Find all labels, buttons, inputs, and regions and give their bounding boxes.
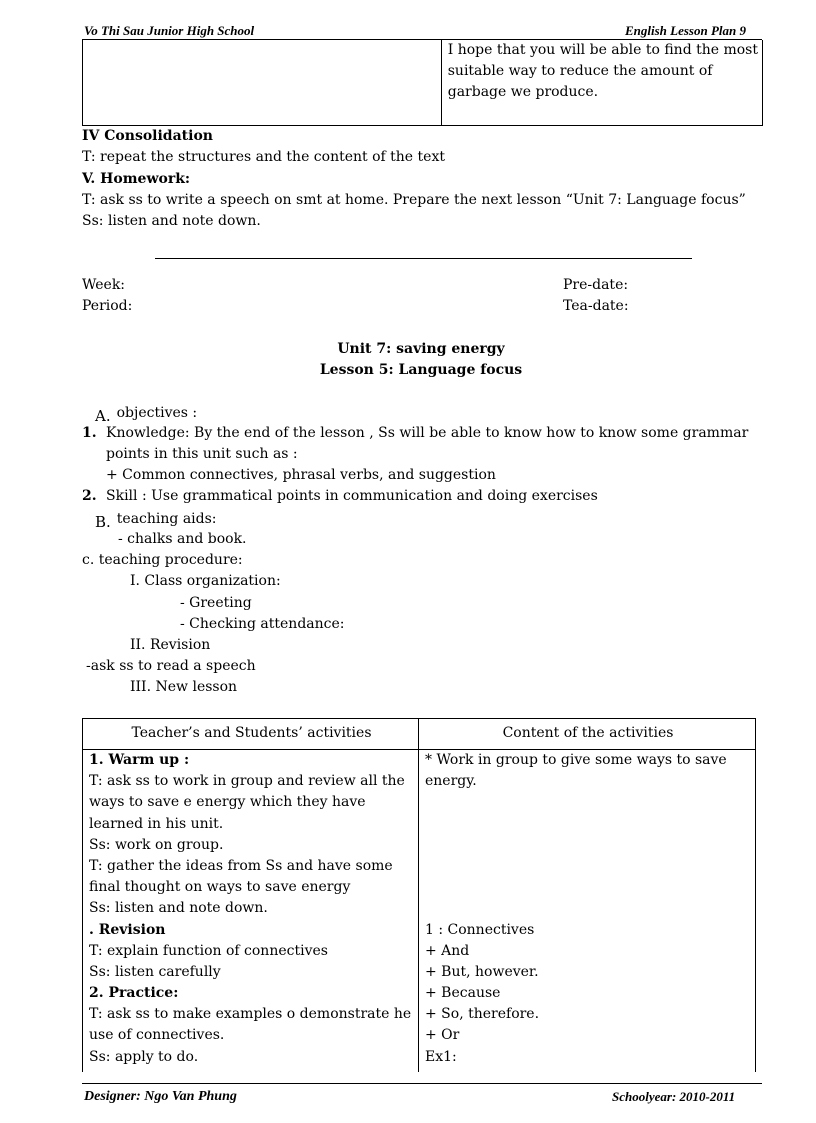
greeting-item: - Greeting — [180, 595, 252, 611]
new-lesson-heading: III. New lesson — [130, 679, 238, 695]
knowledge-text: Knowledge: By the end of the lesson , Ss will be able to know how to know some grammar — [106, 425, 749, 441]
content-line: + But, however. — [425, 963, 539, 980]
knowledge-detail: + Common connectives, phrasal verbs, and suggestion — [106, 467, 496, 483]
lesson-title: Lesson 5: Language focus — [319, 362, 523, 378]
activity-line: learned in his unit. — [89, 815, 224, 832]
top-table-line: garbage we produce. — [447, 84, 599, 101]
teaching-aids-item: - chalks and book. — [118, 531, 247, 547]
activity-line: final thought on ways to save energy — [89, 879, 351, 896]
revision-heading: II. Revision — [130, 637, 211, 653]
class-organization: I. Class organization: — [130, 573, 281, 589]
skill-text: Skill : Use grammatical points in communication and doing exercises — [106, 488, 598, 504]
top-table-right-cell — [441, 40, 762, 126]
knowledge-line — [82, 423, 748, 444]
activity-line: T: ask ss to work in group and review all the — [89, 773, 405, 790]
header-school: Vo Thi Sau Junior High School — [84, 23, 255, 38]
skill-line — [82, 486, 598, 507]
teaching-aids-heading — [95, 508, 217, 530]
header-plan: English Lesson Plan 9 — [625, 23, 747, 38]
footer-rule — [82, 1083, 762, 1084]
content-line: + Because — [425, 985, 501, 1002]
period-label: Period: — [82, 298, 133, 314]
content-line — [425, 877, 751, 898]
activity-line: use of connectives. — [89, 1027, 225, 1044]
week-label: Week: — [82, 277, 126, 293]
revision-item: -ask ss to read a speech — [86, 658, 256, 674]
homework-teacher-line: T: ask ss to write a speech on smt at home. Prepare the next lesson “Unit 7: Language focus” — [82, 192, 746, 208]
objectives-heading — [95, 402, 197, 424]
procedure-heading: c. teaching procedure: — [82, 552, 243, 568]
content-line — [425, 792, 751, 813]
tea-date-label: Tea-date: — [563, 298, 629, 314]
content-line — [425, 814, 751, 835]
knowledge-number: 1. — [82, 425, 97, 441]
pre-date-label: Pre-date: — [563, 277, 629, 293]
teaching-aids-label: teaching aids: — [116, 511, 217, 527]
skill-number: 2. — [82, 488, 97, 504]
consolidation-text: T: repeat the structures and the content of the text — [82, 149, 445, 165]
content-line — [425, 856, 751, 877]
unit-title: Unit 7: saving energy — [337, 341, 505, 357]
objectives-label: objectives : — [116, 405, 198, 421]
content-line: energy. — [425, 773, 477, 790]
content-line: + Or — [425, 1027, 460, 1044]
activity-line: 2. Practice: — [89, 985, 179, 1002]
activity-line: Ss: work on group. — [89, 836, 224, 853]
content-line: + And — [425, 942, 470, 959]
activities-col1-header: Teacher’s and Students’ activities — [83, 719, 419, 750]
activities-right-cell — [419, 750, 756, 1073]
activity-line: T: gather the ideas from Ss and have some — [89, 857, 393, 874]
content-line — [425, 835, 751, 856]
activity-line: T: explain function of connectives — [89, 942, 328, 959]
activity-line: ways to save e energy which they have — [89, 794, 366, 811]
homework-student-line: Ss: listen and note down. — [82, 213, 261, 229]
content-line: 1 : Connectives — [425, 921, 535, 938]
homework-title: V. Homework: — [82, 171, 191, 187]
content-line: + So, therefore. — [425, 1006, 540, 1023]
activities-table — [82, 718, 756, 1072]
content-line — [425, 898, 751, 919]
activity-line: Ss: listen and note down. — [89, 900, 268, 917]
knowledge-continuation: points in this unit such as : — [106, 446, 298, 462]
objectives-letter: A. — [95, 407, 111, 425]
content-line: Ex1: — [425, 1048, 457, 1065]
activity-line: 1. Warm up : — [89, 752, 190, 768]
consolidation-title: IV Consolidation — [82, 128, 213, 144]
activity-line: Ss: apply to do. — [89, 1048, 199, 1065]
footer-designer: Designer: Ngo Van Phung — [84, 1089, 237, 1104]
top-table-line: suitable way to reduce the amount of — [447, 63, 713, 80]
attendance-item: - Checking attendance: — [180, 616, 345, 632]
top-table — [82, 40, 763, 126]
activities-left-cell — [83, 750, 419, 1073]
activity-line: . Revision — [89, 921, 166, 938]
activities-col2-header: Content of the activities — [419, 719, 756, 750]
activity-line: T: ask ss to make examples o demonstrate he — [89, 1006, 412, 1023]
content-line: * Work in group to give some ways to save — [425, 752, 727, 768]
footer-schoolyear: Schoolyear: 2010-2011 — [612, 1089, 736, 1104]
activity-line: Ss: listen carefully — [89, 963, 221, 980]
teaching-aids-letter: B. — [95, 513, 111, 531]
section-divider — [155, 258, 692, 259]
top-table-left-cell — [83, 40, 442, 126]
top-table-line: I hope that you will be able to find the most — [447, 42, 758, 58]
